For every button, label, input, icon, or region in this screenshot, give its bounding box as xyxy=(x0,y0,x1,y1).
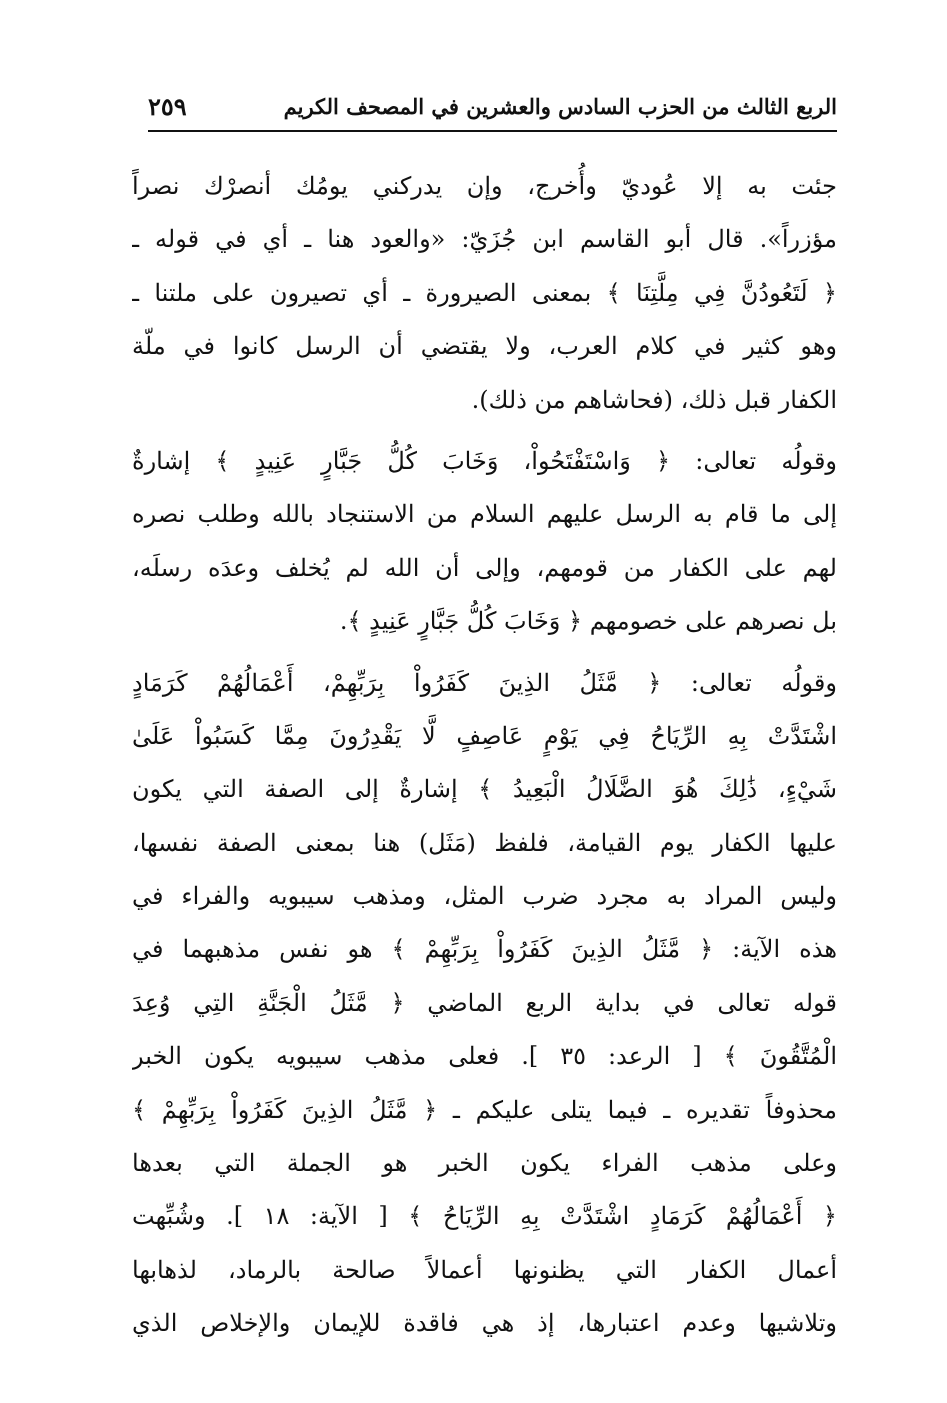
text-line: أعمال الكفار التي يظنونها أعمالاً صالحة بالرماد، لذهابها xyxy=(132,1255,837,1284)
paragraph xyxy=(132,435,837,649)
text-line: ﴿ لَتَعُودُنَّ فِي مِلَّتِنَا ﴾ بمعنى الصيرورة ـ أي تصيرون على ملتنا ـ xyxy=(132,278,837,307)
text-line: إلى ما قام به الرسل عليهم السلام من الاستنجاد بالله وطلب نصره xyxy=(132,500,837,529)
text-line: هذه الآية: ﴿ مَّثَلُ الذِينَ كَفَرُواْ بِرَبِّهِمْ ﴾ هو نفس مذهبهما في xyxy=(132,935,837,964)
text-line: وهو كثير في كلام العرب، ولا يقتضي أن الرسل كانوا في ملّة xyxy=(132,332,837,361)
text-line: وتلاشيها وعدم اعتبارها، إذ هي فاقدة للإيمان والإخلاص الذي xyxy=(132,1309,837,1338)
text-line: وقولُه تعالى: ﴿ مَّثَلُ الذِينَ كَفَرُواْ بِرَبِّهِمْ، أَعْمَالُهُمْ كَرَمَادٍ xyxy=(132,668,837,697)
text-line: وقولُه تعالى: ﴿ وَاسْتَفْتَحُواْ، وَخَابَ كُلُّ جَبَّارٍ عَنِيدٍ ﴾ إشارةٌ xyxy=(132,446,837,475)
text-line: لهم على الكفار من قومهم، وإلى أن الله لم يُخلف وعدَه رسلَه، xyxy=(132,553,837,582)
text-line: وعلى مذهب الفراء يكون الخبر هو الجملة التي بعدها xyxy=(132,1149,837,1178)
running-header-title: الربع الثالث من الحزب السادس والعشرين في المصحف الكريم xyxy=(283,94,837,119)
text-line: قوله تعالى في بداية الربع الماضي ﴿ مَّثَلُ الْجَنَّةِ التِي وُعِدَ xyxy=(132,988,837,1017)
text-line: جئت به إلا عُوديّ وأُخرج، وإن يدركني يومُك أنصرْك نصراً xyxy=(132,172,837,200)
text-line: محذوفاً تقديره ـ فيما يتلى عليكم ـ ﴿ مَّثَلُ الذِينَ كَفَرُواْ بِرَبِّهِمْ ﴾ xyxy=(132,1095,837,1124)
paragraph-gap xyxy=(132,649,837,657)
text-line: الكفار قبل ذلك، (فحاشاهم من ذلك). xyxy=(471,385,837,414)
paragraph xyxy=(132,160,837,427)
text-line: ﴿ أَعْمَالُهُمْ كَرَمَادٍ اشْتَدَّتْ بِهِ الرِّيَاحُ ﴾ [ الآية: ١٨ ]. وشُبِّهت xyxy=(132,1202,837,1231)
paragraph-gap xyxy=(132,427,837,435)
text-line: الْمُتَّقُونَ ﴾ [ الرعد: ٣٥ ]. فعلى مذهب سيبويه يكون الخبر xyxy=(132,1042,837,1071)
text-line: بل نصرهم على خصومهم ﴿ وَخَابَ كُلُّ جَبَّارٍ عَنِيدٍ ﴾. xyxy=(339,607,837,636)
text-line: اشْتَدَّتْ بِهِ الرِّيَاحُ فِي يَوْمٍ عَاصِفٍ لَّا يَقْدِرُونَ مِمَّا كَسَبُواْ عَلَىٰ xyxy=(132,721,837,750)
page-number: ٢٥٩ xyxy=(148,92,187,121)
text-line: مؤزراً». قال أبو القاسم ابن جُزَيّ: «والعود هنا ـ أي في قوله ـ xyxy=(132,225,837,254)
body-text xyxy=(132,160,837,1351)
running-header xyxy=(148,90,837,132)
text-line: وليس المراد به مجرد ضرب المثل، ومذهب سيبويه والفراء في xyxy=(132,882,837,911)
text-line: شَيْءٍ، ذَٰلِكَ هُوَ الضَّلَالُ الْبَعِيدُ ﴾ إشارةٌ إلى الصفة التي يكون xyxy=(132,775,837,804)
text-line: عليها الكفار يوم القيامة، فلفظ (مَثَل) هنا بمعنى الصفة نفسها، xyxy=(132,828,837,857)
paragraph xyxy=(132,657,837,1351)
